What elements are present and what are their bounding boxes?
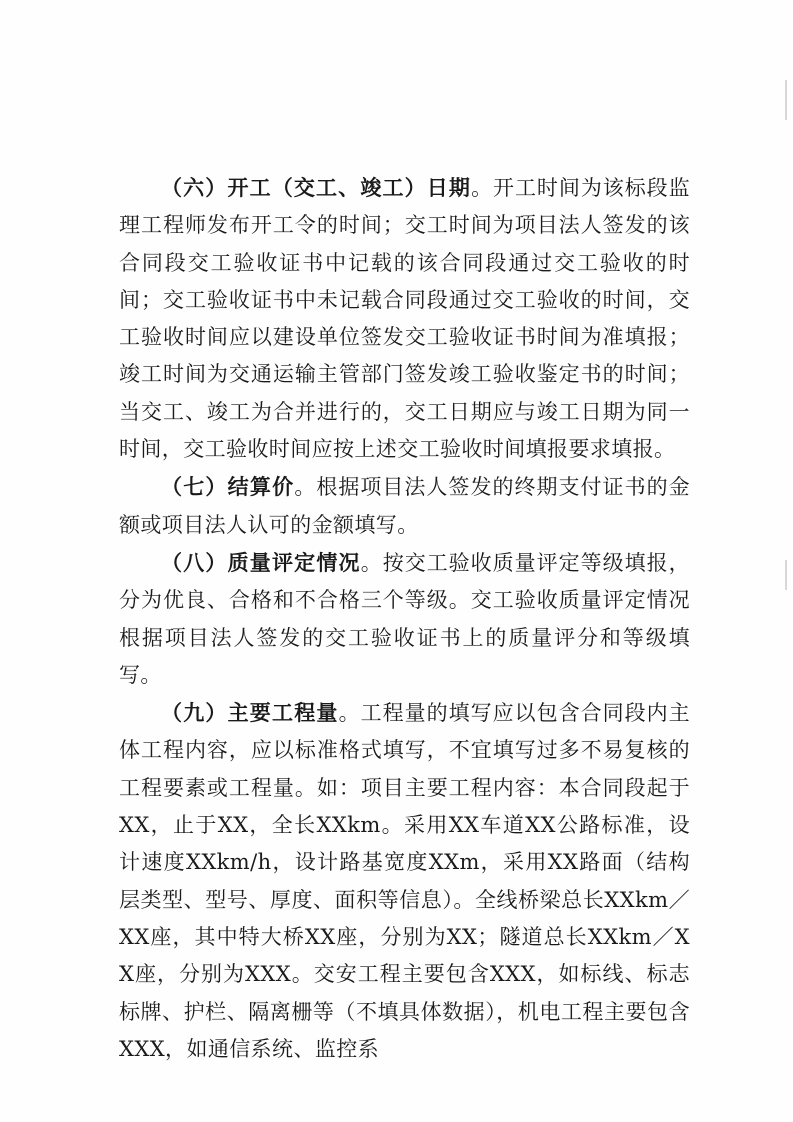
paragraph-start-dates <box>119 170 690 468</box>
paragraph-text-settlement: 。根据项目法人签发的终期支付证书的金额或项目法人认可的金额填写。 <box>119 475 690 537</box>
section-heading-quality: （八）质量评定情况 <box>161 550 361 575</box>
section-heading-settlement: （七）结算价 <box>161 475 295 500</box>
section-heading-dates: （六）开工（交工、竣工）日期 <box>161 176 472 200</box>
paragraph-text-quantities: 。工程量的填写应以包含合同段内主体工程内容，应以标准格式填写，不宜填写过多不易复核的工程要素或工程量。如：项目主要工程内容：本合同段起于XX，止于XX，全长XXkm。采用XX车道XX公路标准，设计速度XXkm/h，设计路基宽度XXm，采用XX路面（结构层类型、型号、厚度、面积等信息）。全线桥梁总长XXkm／XX座，其中特大桥XX座，分别为XX；隧道总长XXkm／XX座，分别为XXX。交安工程主要包含XXX，如标线、标志标牌、护栏、隔离栅等（不填具体数据），机电工程主要包含XXX，如通信系统、监控系 <box>119 701 690 1061</box>
section-heading-quantities: （九）主要工程量 <box>161 701 339 726</box>
scan-edge-mark <box>785 560 787 590</box>
paragraph-main-quantities <box>119 695 690 1068</box>
paragraph-quality-rating <box>119 545 690 694</box>
document-body <box>119 170 690 1069</box>
paragraph-settlement-price <box>119 469 690 544</box>
scan-edge-mark <box>785 80 787 120</box>
paragraph-text-quality: 。按交工验收质量评定等级填报，分为优良、合格和不合格三个等级。交工验收质量评定情况根据项目法人签发的交工验收证书上的质量评分和等级填写。 <box>119 550 690 687</box>
paragraph-text-dates: 。开工时间为该标段监理工程师发布开工令的时间；交工时间为项目法人签发的该合同段交工验收证书中记载的该合同段通过交工验收的时间；交工验收证书中未记载合同段通过交工验收的时间，交工验收时间应以建设单位签发交工验收证书时间为准填报；竣工时间为交通运输主管部门签发竣工验收鉴定书的时间； 当交工、竣工为合并进行的，交工日期应与竣工日期为同一时间，交工验收时间应按上述交工验收时间填报要求填报。 <box>119 176 691 462</box>
